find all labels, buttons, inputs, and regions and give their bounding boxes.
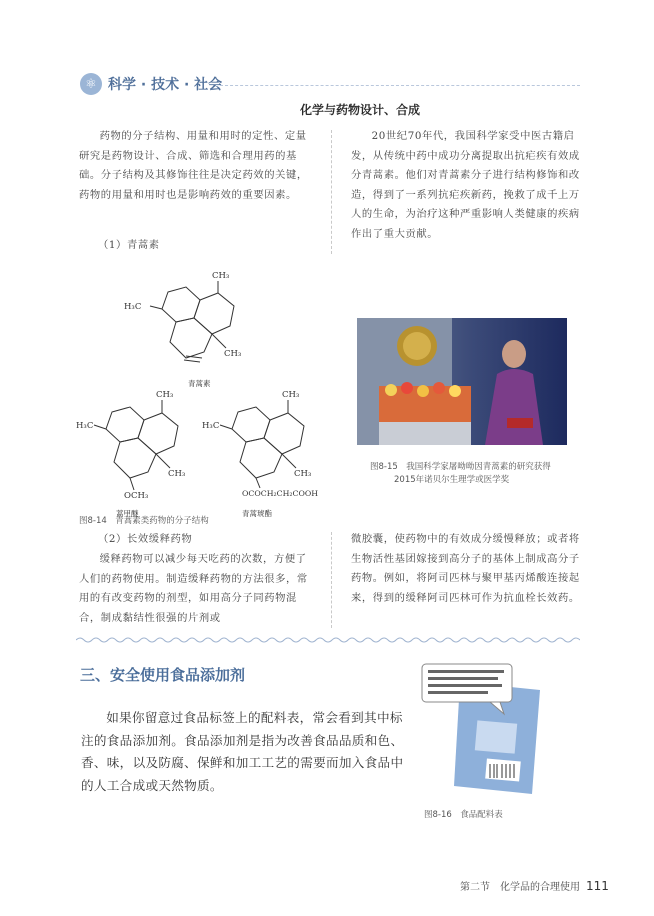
ester-group-label: OCOCH₂CH₂COOH: [242, 489, 319, 498]
column-divider: [331, 532, 332, 628]
chapter-label: 第二节 化学品的合理使用: [460, 882, 580, 893]
methyl-label: CH₃: [282, 390, 300, 400]
subheading-artemisinin: （1）青蒿素: [98, 239, 160, 251]
methyl-label: H₃C: [76, 421, 94, 431]
artemether-molecule: [94, 400, 178, 490]
methyl-label: CH₃: [156, 390, 174, 400]
figure-8-16-caption: 图8-16 食品配料表: [424, 810, 503, 820]
figure-8-15-caption-line1: 图8-15 我国科学家屠呦呦因青蒿素的研究获得: [370, 462, 551, 472]
page-number: 111: [586, 879, 609, 893]
methoxy-label: OCH₃: [124, 491, 149, 501]
methyl-label: CH₃: [224, 349, 242, 359]
header-divider: [220, 85, 580, 86]
nobel-award-photo: [357, 318, 567, 445]
slow-release-paragraph: 缓释药物可以减少每天吃药的次数，方便了人们的药物使用。制造缓释药物的方法很多，常用的有改变药物的剂型，如用高分子同药物混合，制成黏结性很强的片剂或: [79, 553, 308, 624]
figure-8-14-caption: 图8-14 青蒿素类药物的分子结构: [79, 516, 209, 526]
methyl-label: H₃C: [124, 302, 142, 312]
artemether-name: 蒿甲醚: [116, 509, 139, 518]
subheading-slow-release: （2）长效缓释药物: [98, 533, 193, 545]
artesunate-name: 青蒿琥酯: [242, 509, 272, 518]
history-paragraph: 20世纪70年代，我国科学家受中医古籍启发，从传统中药中成功分离提取出抗疟疾有效成分青蒿素。他们对青蒿素分子进行结构修饰和改造，得到了一系列抗疟疾新药，挽救了成千上万人的生命，为治疗这种严重影响人类健康的疾病作出了重大贡献。: [351, 130, 580, 240]
methyl-label: CH₃: [294, 469, 312, 479]
wavy-divider: [76, 636, 580, 644]
ingredient-label-image: [420, 662, 550, 802]
atom-icon: ⚛: [80, 73, 102, 95]
artemisinin-molecule: [150, 281, 234, 362]
slow-release-paragraph-cont: 微胶囊，使药物中的有效成分缓慢释放；或者将生物活性基团嫁接到高分子的基体上制成高分子药物。例如，将阿司匹林与聚甲基丙烯酸连接起来，得到的缓释阿司匹林可作为抗血栓长效药。: [351, 533, 580, 604]
figure-8-15-caption-line2: 2015年诺贝尔生理学或医学奖: [394, 475, 510, 485]
artemisinin-name: 青蒿素: [188, 379, 211, 388]
food-additive-paragraph: 如果你留意过食品标签上的配料表，常会看到其中标注的食品添加剂。食品添加剂是指为改善食品品质和色、香、味，以及防腐、保鲜和加工工艺的需要而加入食品中的人工合成或天然物质。: [81, 710, 404, 793]
methyl-label: H₃C: [202, 421, 220, 431]
methyl-label: CH₃: [168, 469, 186, 479]
molecule-structures: [76, 262, 338, 524]
column-divider: [331, 130, 332, 254]
section-heading: 三、安全使用食品添加剂: [80, 666, 246, 684]
methyl-label: CH₃: [212, 271, 230, 281]
section-title: 化学与药物设计、合成: [299, 103, 420, 117]
intro-paragraph: 药物的分子结构、用量和用时的定性、定量研究是药物设计、合成、筛选和合理用药的基础。分子结构及其修饰往往是决定药效的关键，药物的用量和用时也是影响药效的重要因素。: [79, 130, 308, 201]
page-footer: [460, 878, 609, 893]
artesunate-molecule: [220, 400, 304, 488]
column-title: 科学 · 技术 · 社会: [108, 77, 223, 93]
